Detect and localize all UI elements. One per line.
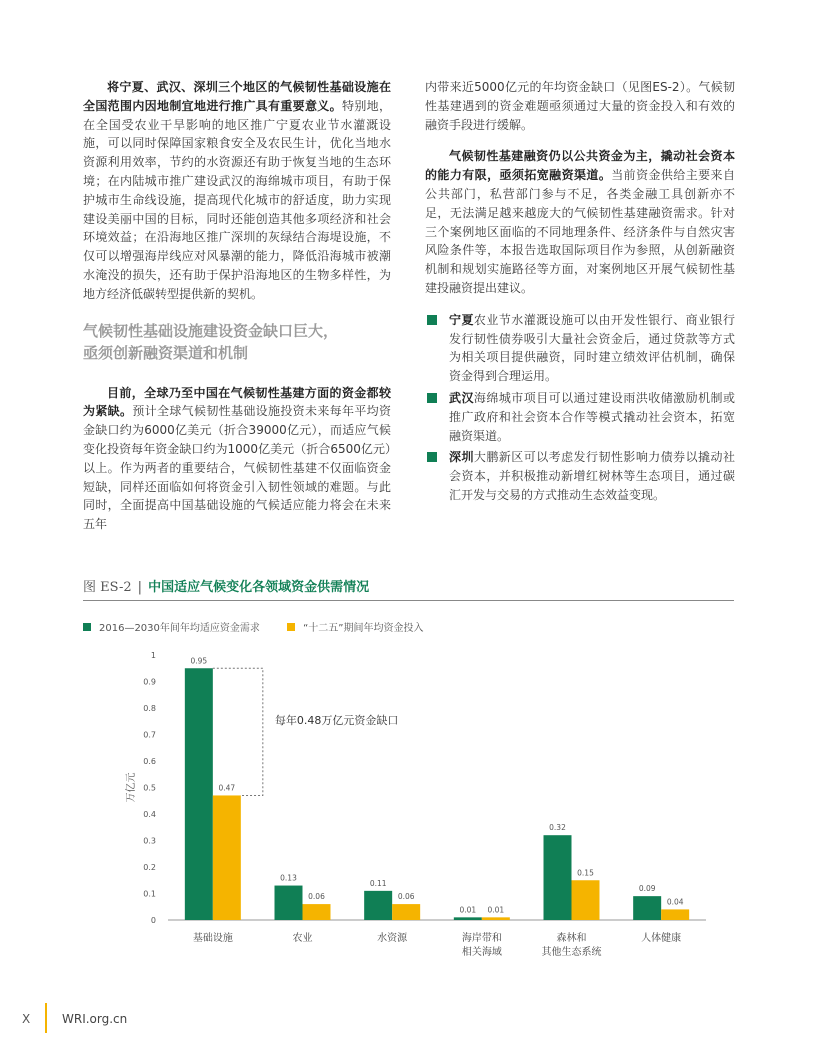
y-tick-label: 0 bbox=[150, 916, 156, 925]
figure-separator: | bbox=[137, 580, 143, 595]
data-label: 0.01 bbox=[459, 905, 477, 915]
bar-demand bbox=[544, 835, 572, 920]
x-tick-label: 农业 bbox=[292, 933, 313, 944]
bar-demand bbox=[275, 886, 303, 920]
legend-label: 2016—2030年间年均适应资金需求 bbox=[99, 623, 260, 634]
y-tick-label: 0.8 bbox=[143, 704, 156, 713]
list-item-region: 深圳 bbox=[449, 450, 474, 465]
y-tick-label: 0.9 bbox=[143, 677, 156, 687]
paragraph-body: 当前资金供给主要来自公共部门，私营部门参与不足，各类金融工具创新亦不足，无法满足越来越庞大的气候韧性基建融资需求。针对三个案例地区面临的不同地理条件、经济条件与自然灾害风险条件等，本报告选取国际项目作为参照，从创新融资机制和规划实施路径等方面，对案例地区开展气候韧性基建投融资提出建议。 bbox=[425, 168, 735, 295]
x-tick-label: 水资源 bbox=[377, 933, 408, 944]
paragraph-body: 特别地，在全国受农业干旱影响的地区推广宁夏农业节水灌溉设施，可以同时保障国家粮食安全及农民生计，优化当地水资源利用效率，节约的水资源还有助于恢复当地的生态环境；在内陆城市推广建设武汉的海绵城市项目，有助于保护城市生命线设施，提高现代化城市的舒适度，助力实现建设美丽中国的目标，同时还能创造其他多项经济和社会环境效益；在沿海地区推广深圳的灰绿结合海堤设施，不仅可以增强海岸线应对风暴潮的能力，降低沿海城市被潮水淹没的损失，还有助于保护沿海地区的生物多样性，为地方经济低碳转型提供新的契机。 bbox=[83, 98, 391, 301]
bar-demand bbox=[364, 891, 392, 920]
data-label: 0.06 bbox=[397, 892, 415, 902]
x-tick-label: 人体健康 bbox=[641, 933, 682, 944]
gap-annotation: 每年0.48万亿元资金缺口 bbox=[274, 713, 399, 727]
y-tick-label: 0.3 bbox=[143, 836, 156, 846]
paragraph-lead: 目前，全球乃至中国在气候韧性基建方面的资金都较为紧缺。 bbox=[83, 385, 391, 419]
paragraph-lead: 将宁夏、武汉、深圳三个地区的气候韧性基础设施在全国范围内因地制宜地进行推广具有重要意义。 bbox=[83, 80, 391, 113]
paragraph-lead: 气候韧性基建融资仍以公共资金为主，撬动社会资本的能力有限，亟须拓宽融资渠道。 bbox=[425, 149, 735, 183]
bar-investment bbox=[303, 904, 331, 920]
section-heading-line: 亟须创新融资渠道和机制 bbox=[83, 343, 249, 362]
data-label: 0.13 bbox=[280, 873, 297, 883]
data-label: 0.09 bbox=[638, 884, 656, 894]
data-label: 0.06 bbox=[308, 892, 325, 902]
section-heading-line: 气候韧性基础设施建设资金缺口巨大， bbox=[83, 321, 339, 340]
y-tick-label: 0.4 bbox=[143, 810, 156, 819]
y-axis-label: 万亿元 bbox=[126, 772, 137, 803]
bar-demand bbox=[185, 668, 213, 920]
data-label: 0.15 bbox=[577, 868, 594, 878]
footer-url[interactable]: WRI.org.cn bbox=[62, 1012, 128, 1026]
x-tick-label: 相关海域 bbox=[461, 947, 502, 958]
bar-investment bbox=[213, 795, 241, 920]
page-number: X bbox=[22, 1012, 31, 1026]
x-tick-label: 基础设施 bbox=[192, 933, 233, 944]
legend-label: “十二五”期间年均资金投入 bbox=[303, 623, 424, 634]
data-label: 0.95 bbox=[190, 656, 208, 666]
bar-investment bbox=[661, 909, 689, 920]
data-label: 0.01 bbox=[487, 905, 505, 915]
data-label: 0.04 bbox=[666, 897, 684, 907]
gap-bracket bbox=[213, 668, 263, 795]
list-item-region: 宁夏 bbox=[449, 312, 474, 327]
list-item-text: 海绵城市项目可以通过建设雨洪收储激励机制或推广政府和社会资本合作等模式撬动社会资本，拓宽融资渠道。 bbox=[449, 390, 735, 443]
paragraph-continuation: 内带来近5000亿元的年均资金缺口（见图ES-2）。气候韧性基建遇到的资金难题亟须通过大量的资金投入和有效的融资手段进行缓解。 bbox=[425, 80, 735, 132]
figure-label: 图 ES-2 bbox=[83, 580, 132, 595]
list-item-region: 武汉 bbox=[449, 390, 474, 405]
footer-divider bbox=[45, 1003, 47, 1033]
list-item-text: 大鹏新区可以考虑发行韧性影响力债券以撬动社会资本，并积极推动新增红树林等生态项目，通过碳汇开发与交易的方式推动生态效益变现。 bbox=[449, 450, 735, 502]
paragraph-body: 预计全球气候韧性基础设施投资未来每年平均资金缺口约为6000亿美元（折合39000亿元），而适应气候变化投资每年资金缺口约为1000亿美元（折合6500亿元）以上。作为两者的重要结合，气候韧性基建不仅面临资金短缺，同样还面临如何将资金引入韧性领域的难题。与此同时，全面提高中国基础设施的气候适应能力将会在未来五年 bbox=[83, 404, 391, 532]
y-tick-label: 0.2 bbox=[143, 863, 156, 872]
y-tick-label: 0.1 bbox=[143, 889, 156, 899]
bar-investment bbox=[392, 904, 420, 920]
y-tick-label: 0.6 bbox=[143, 757, 156, 766]
bar-demand bbox=[633, 896, 661, 920]
x-tick-label: 其他生态系统 bbox=[541, 947, 602, 958]
bar-demand bbox=[454, 917, 482, 920]
y-tick-label: 0.5 bbox=[143, 783, 156, 793]
x-tick-label: 森林和 bbox=[556, 933, 587, 944]
bar-investment bbox=[482, 917, 510, 920]
data-label: 0.11 bbox=[369, 878, 387, 888]
bar-investment bbox=[572, 880, 600, 920]
figure-name: 中国适应气候变化各领域资金供需情况 bbox=[148, 580, 370, 595]
y-tick-label: 0.7 bbox=[143, 730, 156, 740]
y-tick-label: 1 bbox=[150, 651, 156, 660]
data-label: 0.47 bbox=[218, 783, 236, 793]
data-label: 0.32 bbox=[549, 823, 566, 833]
list-item-text: 农业节水灌溉设施可以由开发性银行、商业银行发行韧性债券吸引大量社会资金后，通过贷款等方式为相关项目提供融资，同时建立绩效评估机制，确保资金得到合理运用。 bbox=[449, 312, 735, 384]
x-tick-label: 海岸带和 bbox=[461, 933, 502, 944]
